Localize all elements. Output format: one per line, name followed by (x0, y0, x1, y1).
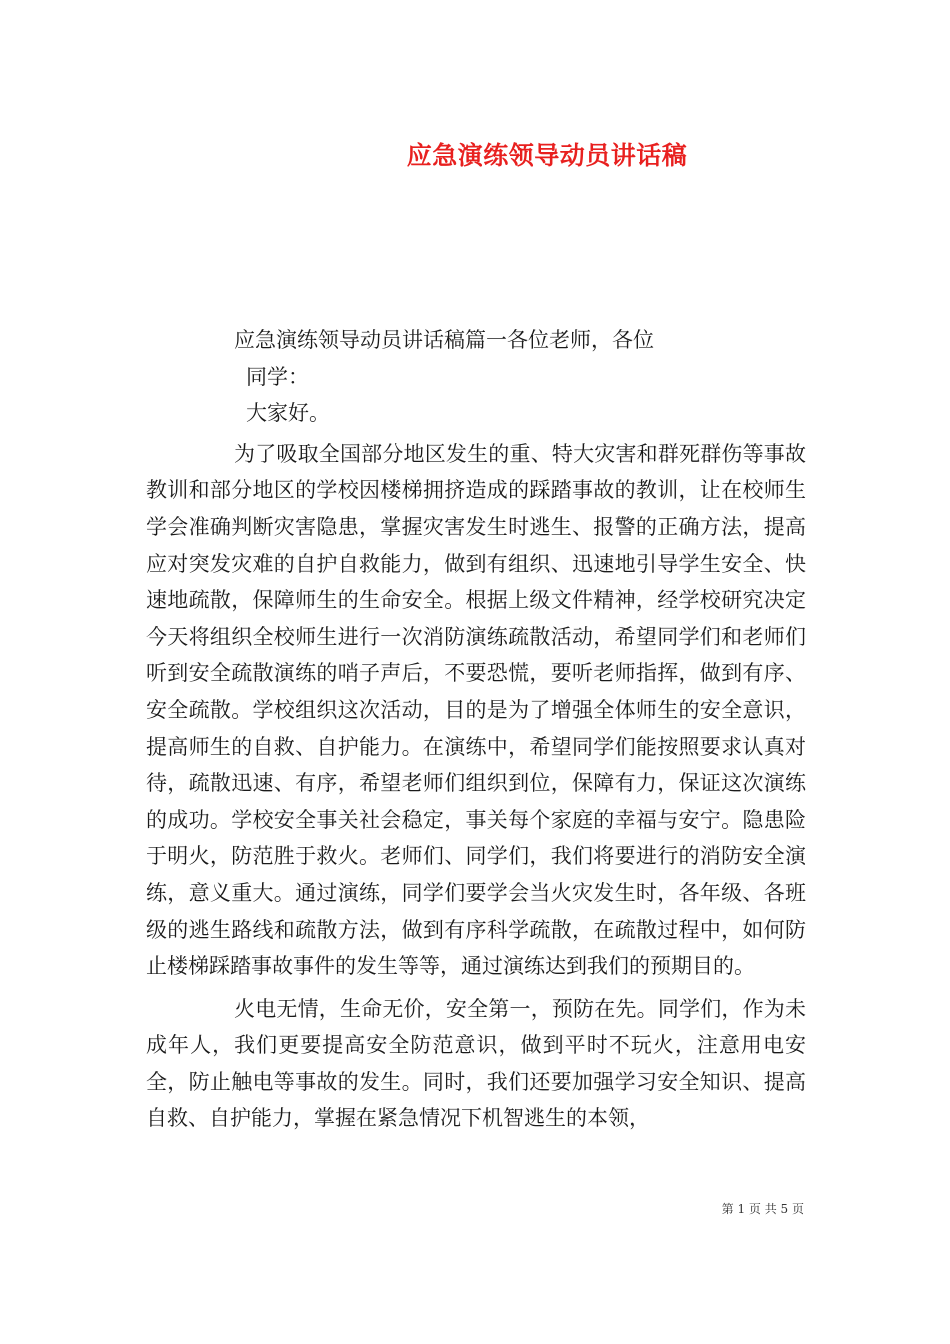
document-title: 应急演练领导动员讲话稿 (406, 141, 688, 170)
greeting: 大家好。 (246, 401, 330, 426)
page-number: 第 1 页 共 5 页 (721, 1202, 804, 1216)
document-body (146, 322, 806, 1137)
intro-line: 应急演练领导动员讲话稿篇一各位老师，各位 (234, 328, 654, 352)
paragraph-1: 为了吸取全国部分地区发生的重、特大灾害和群死群伤等事故教训和部分地区的学校因楼梯拥挤造成的踩踏事故的教训，让在校师生学会准确判断灾害隐患，掌握灾害发生时逃生、报警的正确方法，提高应对突发灾难的自护自救能力，做到有组织、迅速地引导学生安全、快速地疏散，保障师生的生命安全。根据上级文件精神，经学校研究决定今天将组织全校师生进行一次消防演练疏散活动，希望同学们和老师们听到安全疏散演练的哨子声后，不要恐慌，要听老师指挥，做到有序、安全疏散。学校组织这次活动，目的是为了增强全体师生的安全意识，提高师生的自救、自护能力。在演练中，希望同学们能按照要求认真对待，疏散迅速、有序，希望老师们组织到位，保障有力，保证这次演练的成功。学校安全事关社会稳定，事关每个家庭的幸福与安宁。隐患险于明火，防范胜于救火。老师们、同学们，我们将要进行的消防安全演练，意义重大。通过演练，同学们要学会当火灾发生时，各年级、各班级的逃生路线和疏散方法，做到有序科学疏散，在疏散过程中，如何防止楼梯踩踏事故事件的发生等等，通过演练达到我们的预期目的。 (146, 441, 806, 979)
salutation: 同学： (246, 364, 309, 389)
paragraph-2: 火电无情，生命无价，安全第一，预防在先。同学们，作为未成年人，我们更要提高安全防范意识，做到平时不玩火，注意用电安全，防止触电等事故的发生。同时，我们还要加强学习安全知识、提高自救、自护能力，掌握在紧急情况下机智逃生的本领， (146, 996, 806, 1131)
